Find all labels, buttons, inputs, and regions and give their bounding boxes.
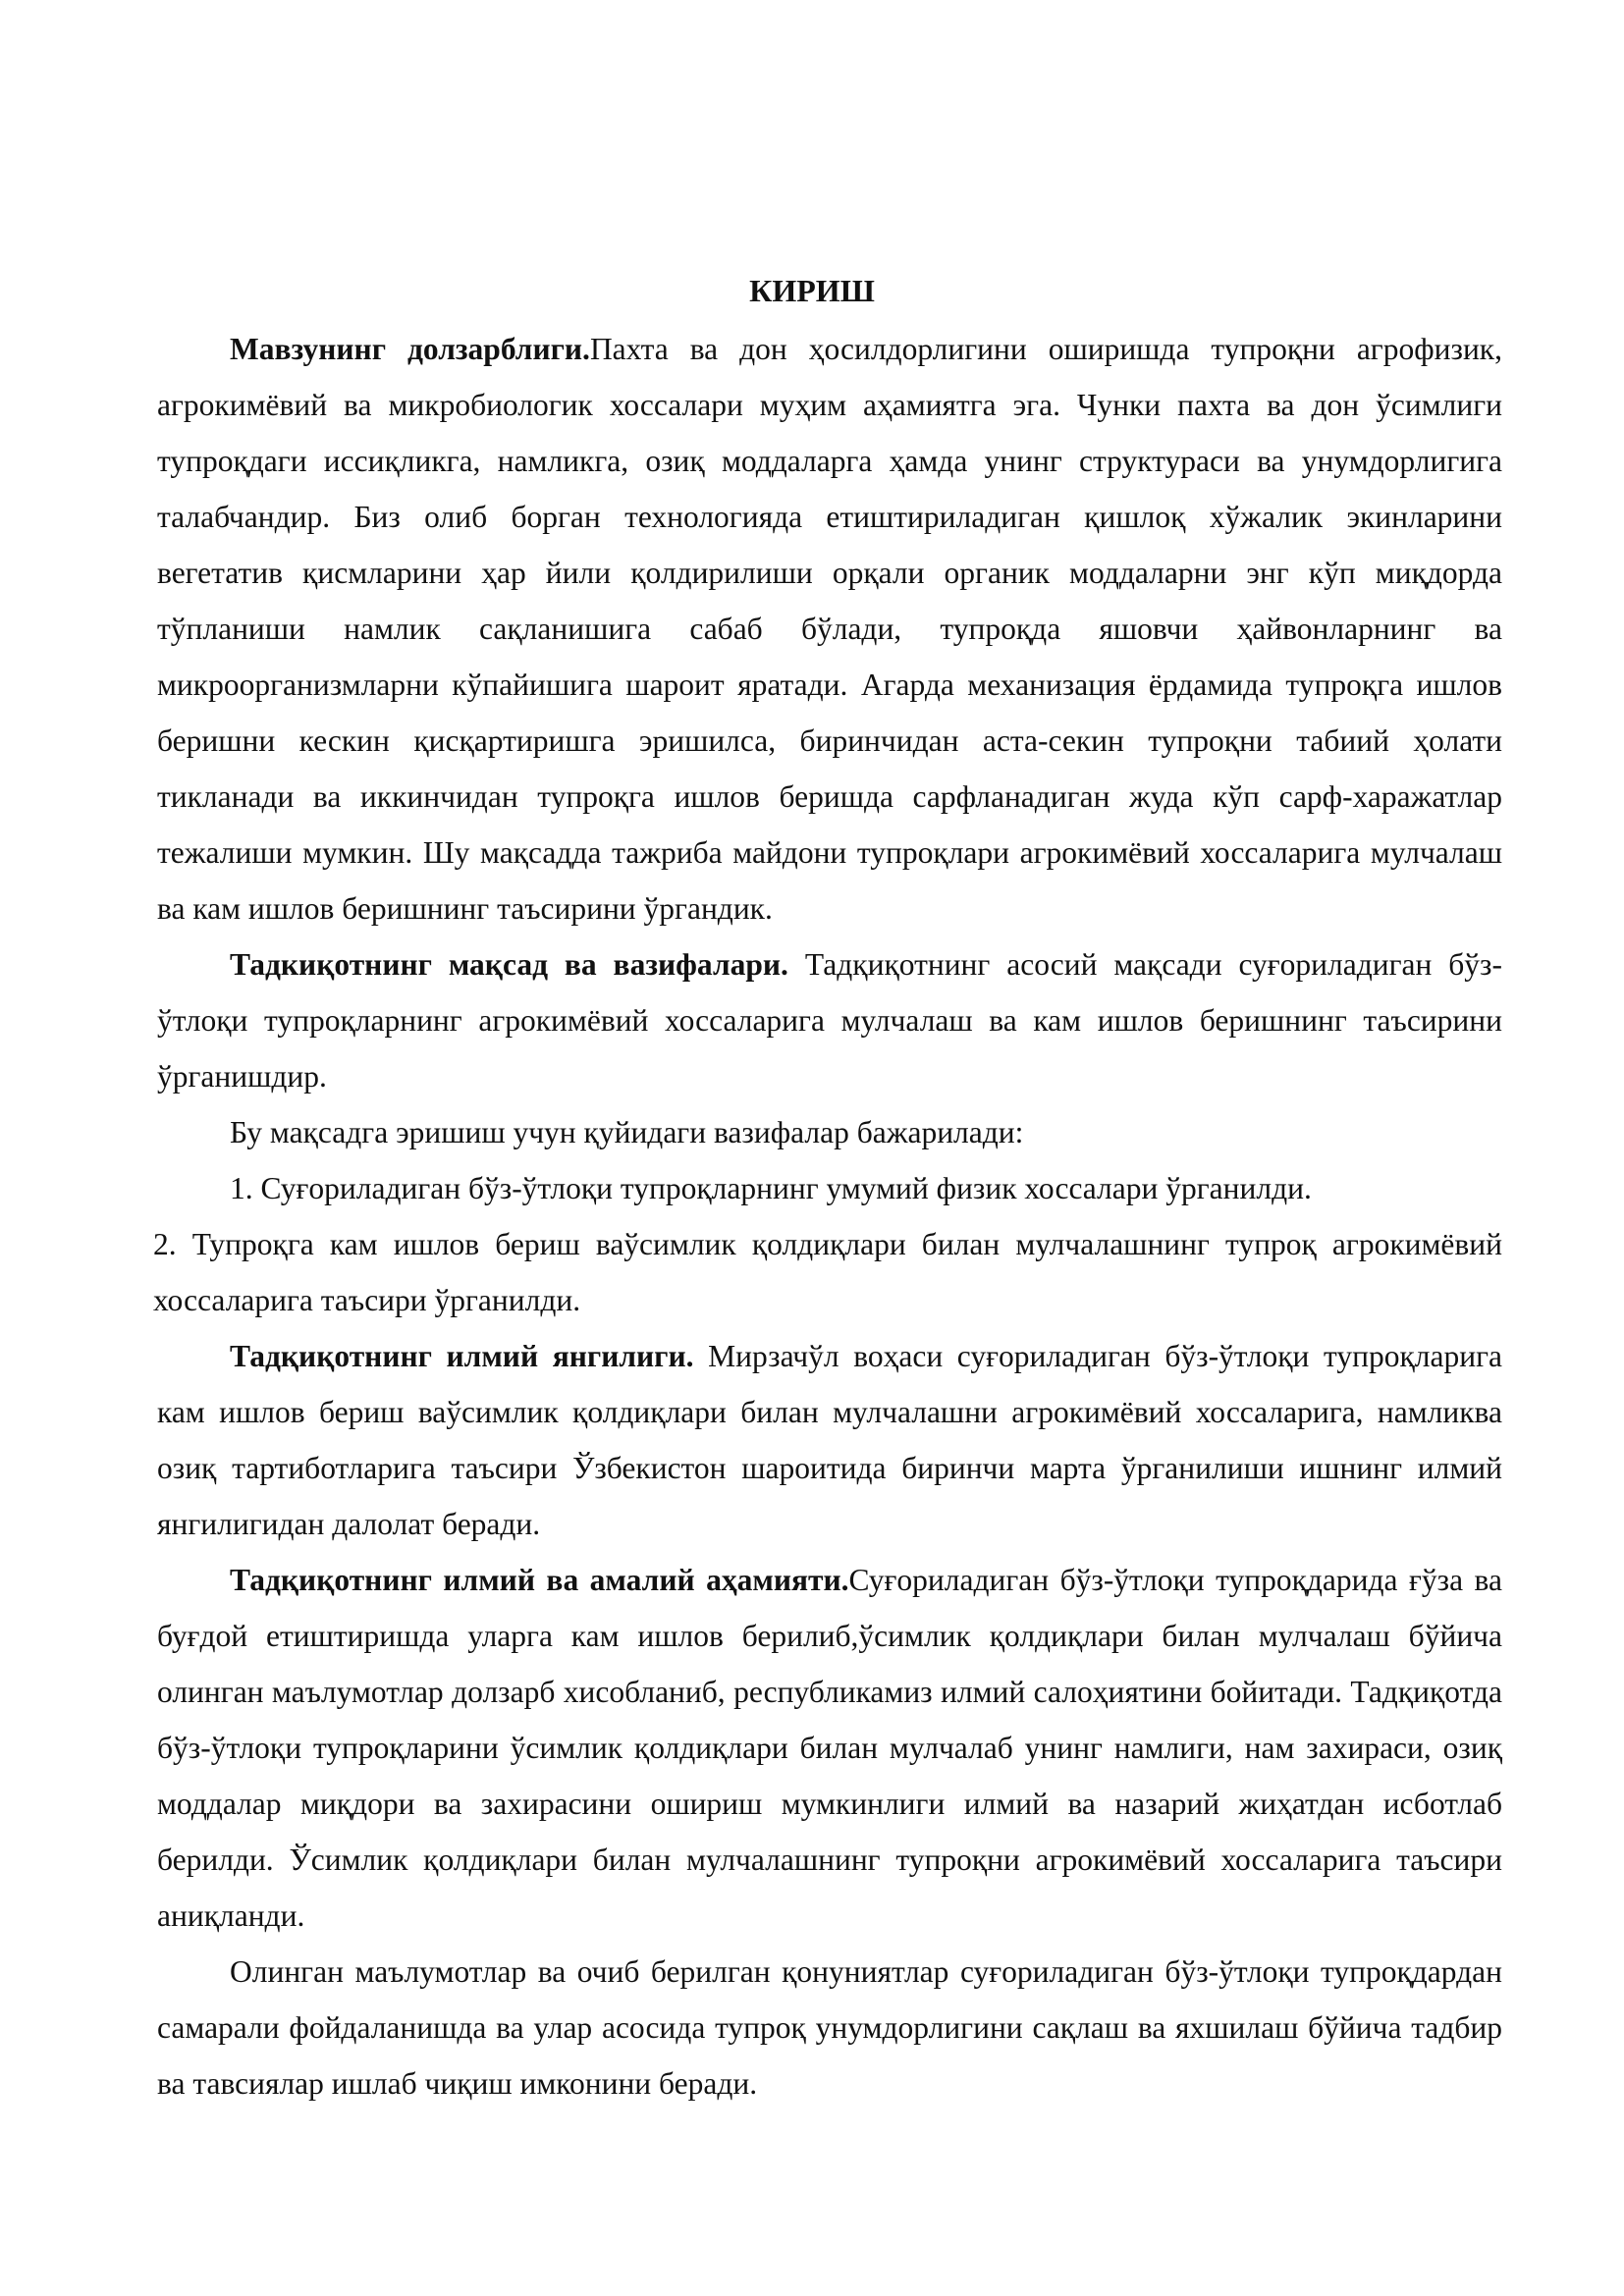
paragraph-conclusion [157, 1944, 1502, 2111]
paragraph-heading: Тадқиқотнинг илмий янгилиги. [230, 1339, 694, 1373]
paragraph-tasks-intro [157, 1104, 1502, 1160]
paragraph-text: 1. Суғориладиган бўз-ўтлоқи тупроқларнинг умумий физик хоссалари ўрганилди. [230, 1171, 1312, 1205]
paragraph-text: Суғориладиган бўз-ўтлоқи тупроқдарида ғўза ва буғдой етиштиришда уларга кам ишлов берилиб,ўсимлик қолдиқлари билан мулчалаш бўйича олинган маълумотлар долзарб хисобланиб, республикамиз илмий салоҳиятини бойитади. Тадқиқотда бўз-ўтлоқи тупроқларини ўсимлик қолдиқлари билан мулчалаб унинг намлиги, нам захираси, озиқ моддалар миқдори ва захирасини ошириш мумкинлиги илмий ва назарий жиҳатдан исботлаб берилди. Ўсимлик қолдиқлари билан мулчалашнинг тупроқни агрокимёвий хоссаларига таъсири аниқланди. [157, 1563, 1502, 1933]
paragraph-relevance [157, 321, 1502, 936]
paragraph-heading: Мавзунинг долзарблиги. [230, 332, 590, 366]
paragraph-heading: Тадкиқотнинг мақсад ва вазифалари. [230, 947, 788, 982]
paragraph-text: Мирзачўл воҳаси суғориладиган бўз-ўтлоқи тупроқларига кам ишлов бериш ваўсимлик қолдиқлари билан мулчалашни агрокимёвий хоссаларига, намликва озиқ тартиботларига таъсири Ўзбекистон шароитида биринчи марта ўрганилиши ишнинг илмий янгилигидан далолат беради. [157, 1339, 1502, 1541]
paragraph-significance [157, 1552, 1502, 1944]
paragraph-text: Бу мақсадга эришиш учун қуйидаги вазифалар бажарилади: [230, 1115, 1024, 1149]
paragraph-body [157, 321, 1502, 936]
page-title: КИРИШ [749, 273, 875, 308]
paragraph-text: Пахта ва дон ҳосилдорлигини оширишда тупроқни агрофизик, агрокимёвий ва микробиологик хоссалари муҳим аҳамиятга эга. Чунки пахта ва дон ўсимлиги тупроқдаги иссиқликга, намликга, озиқ моддаларга ҳамда унинг структураси ва унумдорлигига талабчандир. Биз олиб борган технологияда етиштириладиган қишлоқ хўжалик экинларини вегетатив қисмларини ҳар йили қолдирилиши орқали органик моддаларни энг кўп миқдорда тўпланиши намлик сақланишига сабаб бўлади, тупроқда яшовчи ҳайвонларнинг ва микроорганизмларни кўпайишига шароит яратади. Агарда механизация ёрдамида тупроқга ишлов беришни кескин қисқартиришга эришилса, биринчидан аста-секин тупроқни табиий ҳолати тикланади ва иккинчидан тупроқга ишлов беришда сарфланадиган жуда кўп сарф-харажатлар тежалиши мумкин. Шу мақсадда тажриба майдони тупроқлари агрокимёвий хоссаларига мулчалаш ва кам ишлов беришнинг таъсирини ўргандик. [157, 332, 1502, 926]
paragraph-text: Олинган маълумотлар ва очиб берилган қонуниятлар суғориладиган бўз-ўтлоқи тупроқдардан самарали фойдаланишда ва улар асосида тупроқ унумдорлигини сақлаш ва яхшилаш бўйича тадбир ва тавсиялар ишлаб чиқиш имконини беради. [157, 1954, 1502, 2101]
paragraph-body [157, 936, 1502, 1104]
task-item-2 [153, 1216, 1502, 1328]
task-item-1 [157, 1160, 1502, 1216]
paragraph-goals [157, 936, 1502, 1104]
paragraph-text: Тадқиқотнинг асосий мақсади суғориладиган бўз-ўтлоқи тупроқларнинг агрокимёвий хоссаларига мулчалаш ва кам ишлов беришнинг таъсирини ўрганишдир. [157, 947, 1502, 1094]
paragraph-novelty [157, 1328, 1502, 1552]
paragraph-heading: Тадқиқотнинг илмий ва амалий аҳамияти. [230, 1563, 849, 1597]
paragraph-body [157, 1328, 1502, 1552]
paragraph-body [157, 1552, 1502, 1944]
paragraph-text: 2. Тупроқга кам ишлов бериш ваўсимлик қолдиқлари билан мулчалашнинг тупроқ агрокимёвий хоссаларига таъсири ўрганилди. [153, 1227, 1502, 1317]
